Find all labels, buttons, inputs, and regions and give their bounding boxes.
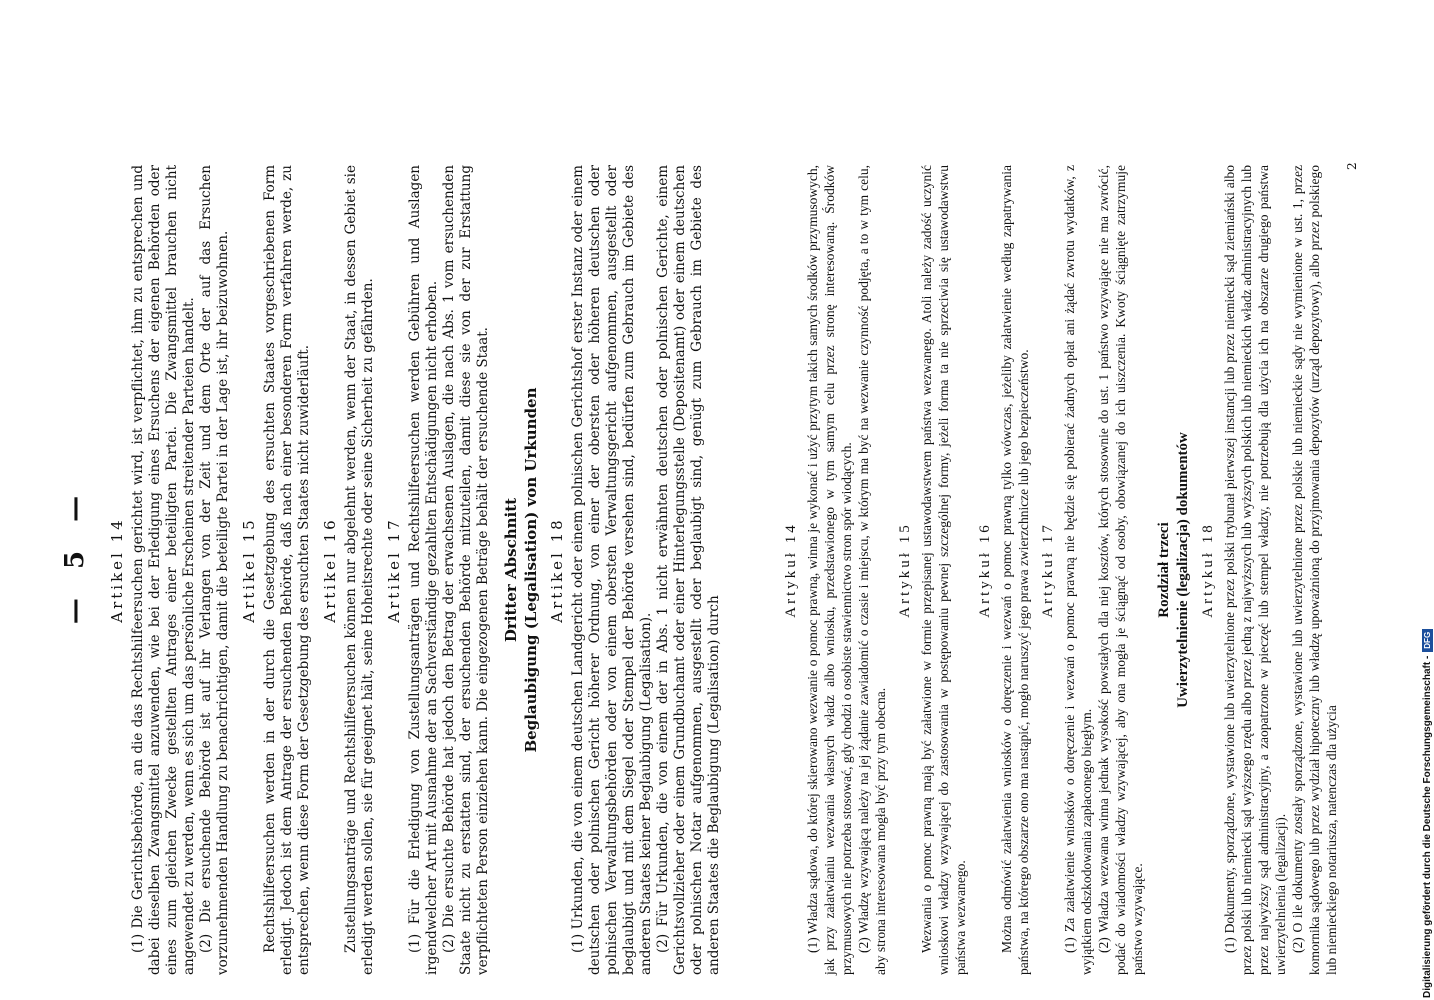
rotated-content bbox=[60, 120, 1420, 990]
pl-art18-p2: (2) O ile dokumenty zostały sporządzone, wystawione lub uwierzytelnione przez polskie lub niemieckie sądy nie wymienione w ust. 1, przez komornika sądowego lub przez wydział hipoteczny lub władzę upoważnioną do przyjmowania depozytów (urząd depozytowy), albo przez polskiego lub niemieckiego notariusza, natenczas dla użycia bbox=[1290, 165, 1339, 975]
page-number: — 5 — bbox=[60, 485, 90, 625]
pl-art14-title: Artykuł 14 bbox=[783, 522, 799, 618]
pl-art17-p2: (2) Władza wezwana winna jednak wysokość powstałych dla niej kosztów, których stosownie do ust. 1 państwo wzywające nie ma zwrócić, podać do wiadomości władzy wzywającej, aby ona mogła je ściągnąć od osoby, obowiązanej do ich uiszczenia. Kwoty ściągnięte zatrzymuje państwo wzywające. bbox=[1096, 165, 1145, 975]
de-art17-p1: (1) Für die Erledigung von Zustellungsanträgen und Rechtshilfeersuchen werden Gebühren und Auslagen irgendwelcher Art mit Ausnahme der an Sachverständige gezahlten Entschädigungen nicht erhoben. bbox=[407, 165, 440, 975]
pl-art14-p2: (2) Władzę wzywającą należy na jej żądanie zawiadomić o czasie i miejscu, w którym ma być na wezwanie czynność podjęta, a to w tym celu, aby strona interesowana mogła być przy tym obecna. bbox=[856, 165, 888, 975]
de-art16-title: Artikel 16 bbox=[321, 517, 339, 623]
de-art14-title: Artikel 14 bbox=[108, 517, 126, 623]
pl-art15-title: Artykuł 15 bbox=[897, 522, 913, 618]
de-art15-p1: Rechtshilfeersuchen werden in der durch die Gesetzgebung des ersuchten Staates vorgeschriebenen Form erledigt. Jedoch ist dem Antrage der ersuchenden Behörde, daß nach einer besonderen Form verfahren werde, zu entsprechen, wenn diese Form der Gesetzgebung des ersuchten Staates nicht zuwiderläuft. bbox=[262, 165, 312, 975]
pl-art17-title: Artykuł 17 bbox=[1040, 522, 1056, 618]
de-art17-title: Artikel 17 bbox=[385, 517, 403, 623]
pl-art18-p1: (1) Dokumenty, sporządzone, wystawione lub uwierzytelnione przez polski trybunał pierwszej instancji lub przez niemiecki sąd ziemiański albo przez polski lub niemiecki sąd wyższego rzędu albo przez jedną z najwyższych lub wyższych polskich lub niemieckich władz administracyjnych lub przez najwyższy sąd administracyjny, a zaopatrzone w pieczęć lub stempel władzy, nie potrzebują dla użycia ich na obszarze drugiego państwa uwierzytelnienia (legalizacji). bbox=[1222, 165, 1288, 975]
de-art18-title: Artikel 18 bbox=[548, 517, 566, 623]
digitization-credit bbox=[1422, 8, 1433, 998]
de-art16-p1: Zustellungsanträge und Rechtshilfeersuchen können nur abgelehnt werden, wenn der Staat, in dessen Gebiet sie erledigt werden sollen, sie für geeignet hält, seine Hoheitsrechte oder seine Sicherheit zu gefährden. bbox=[343, 165, 376, 975]
footer-number: 2 bbox=[1345, 162, 1359, 170]
de-art18-p2: (2) Für Urkunden, die von einem der in Abs. 1 nicht erwähnten deutschen oder polnischen Gerichte, einem Gerichtsvollzieher oder einem Grundbuchamt oder einer Hinterlegungsstelle (Depositenamt) oder einem deutschen oder polnischen Notar aufgenommen, ausgestellt oder beglaubigt sind, genügt zum Gebrauch im Gebiete des anderen Staates die Beglaubigung (Legalisation) durch bbox=[655, 165, 722, 975]
pl-art17-p1: (1) Za załatwienie wniosków o doręczenie i wezwań o pomoc prawną nie będzie się pobierać żadnych opłat ani żądać zwrotu wydatków, z wyjątkiem odszkodowania zapłaconego biegłym. bbox=[1062, 165, 1094, 975]
dfg-logo: DFG bbox=[1422, 629, 1433, 652]
de-art18-p1: (1) Urkunden, die von einem deutschen Landgericht oder einem polnischen Gerichtshof erster Instanz oder einem deutschen oder polnischen Gericht höherer Ordnung, von einer der obersten oder höheren deutschen oder polnischen Verwaltungsbehörden oder von einem obersten Verwaltungsgericht aufgenommen, ausgestellt oder beglaubigt und mit dem Siegel oder Stempel der Behörde versehen sind, bedürfen zum Gebrauch im Gebiete des anderen Staates keiner Beglaubigung (Legalisation). bbox=[570, 165, 654, 975]
pl-art16-p1: Można odmówić załatwienia wniosków o doręczenie i wezwań o pomoc prawną tylko wówczas, jeżeliby załatwienie według zapatrywania państwa, na którego obszarze ono ma nastąpić, mogło naruszyć jego prawa zwierzchnicze lub jego bezpieczeństwo. bbox=[999, 165, 1031, 975]
pl-chapter-title: Rozdział trzeci bbox=[1156, 522, 1172, 618]
de-art14-p2: (2) Die ersuchende Behörde ist auf ihr Verlangen von der Zeit und dem Orte der auf das Ersuchen vorzunehmenden Handlung zu benachrichtigen, damit die beteiligte Partei in der Lage ist, ihr beizuwohnen. bbox=[198, 165, 231, 975]
pl-art16-title: Artykuł 16 bbox=[977, 522, 993, 618]
pl-art18-title: Artykuł 18 bbox=[1200, 522, 1216, 618]
de-chapter-subtitle: Beglaubigung (Legalisation) von Urkunden bbox=[522, 387, 540, 753]
pl-chapter-subtitle: Uwierzytelnienie (legalizacja) dokumentów bbox=[1175, 432, 1191, 708]
de-art17-p2: (2) Die ersuchte Behörde hat jedoch den Betrag der erwachsenen Auslagen, die nach Abs. 1 vom ersuchenden Staate nicht zu erstatten sind, der ersuchenden Behörde mitzuteilen, damit diese sie von der zur Erstattung verpflichteten Person einziehen kann. Die eingezogenen Beträge behält der ersuchende Staat. bbox=[441, 165, 491, 975]
de-art15-title: Artikel 15 bbox=[240, 517, 258, 623]
credit-text: Digitalisierung gefördert durch die Deutsche Forschungsgemeinschaft - bbox=[1422, 655, 1433, 998]
de-chapter-title: Dritter Abschnitt bbox=[502, 497, 520, 643]
pl-art14-p1: (1) Władza sądowa, do której skierowano wezwanie o pomoc prawną, winna je wykonać i użyć przytym takich samych środków przymusowych, jak przy załatwianiu wezwania własnych władz albo wniosku, przedstawionego w tym samym celu przez stronę interesowaną. Środków przymusowych nie potrzeba stosować, gdy chodzi o osobiste stawiennictwo stron spór wiodących. bbox=[805, 165, 854, 975]
polish-column bbox=[775, 150, 1405, 990]
german-column bbox=[100, 150, 740, 990]
pl-art15-p1: Wezwania o pomoc prawną mają być załatwione w formie przepisanej ustawodawstwem państwa wezwanego. Atoli należy zadość uczynić wnioskowi władzy wzywającej do zastosowania w postępowaniu pewnej szczególnej formy, jeżeli forma ta nie sprzeciwia się ustawodawstwu państwa wezwanego. bbox=[919, 165, 968, 975]
de-art14-p1: (1) Die Gerichtsbehörde, an die das Rechtshilfeersuchen gerichtet wird, ist verpflichtet, ihm zu entsprechen und dabei dieselben Zwangsmittel anzuwenden, wie bei der Erledigung eines Ersuchens der eigenen Behörden oder eines zum gleichen Zwecke gestellten Antrages einer beteiligten Partei. Die Zwangsmittel brauchen nicht angewendet zu werden, wenn es sich um das persönliche Erscheinen streitender Parteien handelt. bbox=[130, 165, 197, 975]
